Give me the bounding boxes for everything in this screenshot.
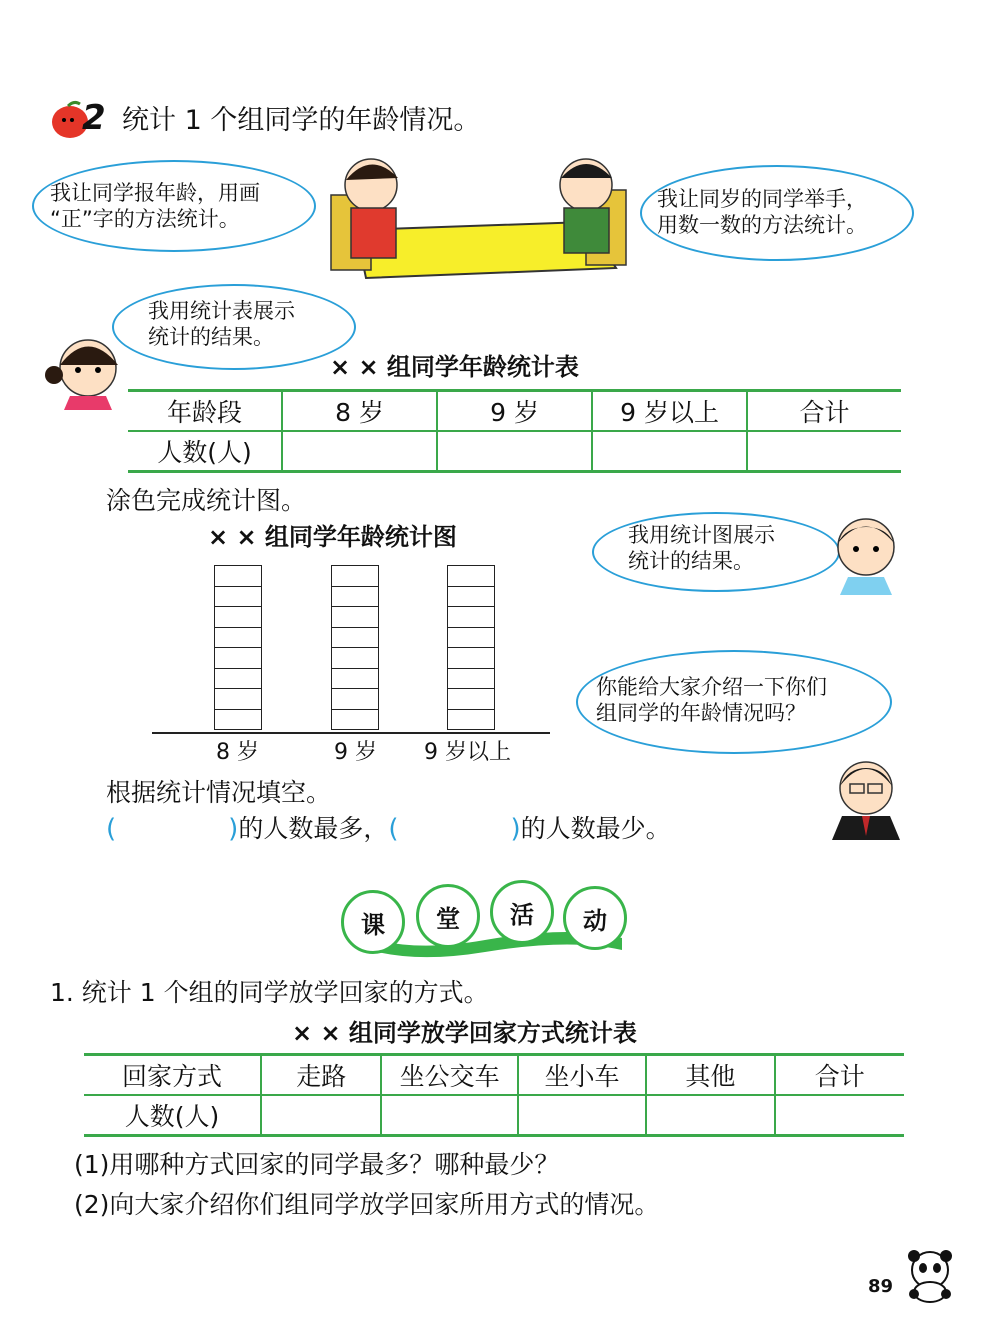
- chart-bar-cell[interactable]: [332, 628, 378, 649]
- section-number-badge: [48, 100, 108, 142]
- open-paren: (: [388, 814, 399, 844]
- table-header-cell: 9 岁以上: [592, 391, 747, 432]
- task1-question-2: (2)向大家介绍你们组同学放学回家所用方式的情况。: [74, 1190, 660, 1219]
- chart-bar-cell[interactable]: [215, 628, 261, 649]
- chart-bar-cell[interactable]: [448, 566, 494, 587]
- table-header-cell: 8 岁: [282, 391, 437, 432]
- task1-table-title: × × 组同学放学回家方式统计表: [292, 1019, 637, 1047]
- commute-stat-table: [84, 1053, 904, 1137]
- close-paren: ): [228, 814, 239, 844]
- chart-bar-column[interactable]: [214, 565, 262, 730]
- table-row-label: 人数(人): [84, 1095, 261, 1136]
- chart-bar-cell[interactable]: [448, 607, 494, 628]
- blank-text-least: 的人数最少。: [520, 814, 671, 843]
- chart-bar-cell[interactable]: [215, 710, 261, 731]
- bubble-text: 我用统计表展示: [148, 299, 295, 323]
- chart-bar-cell[interactable]: [448, 648, 494, 669]
- table-header-cell: 坐公交车: [381, 1055, 517, 1096]
- table-header-cell: 走路: [261, 1055, 382, 1096]
- activity-badge: 课: [341, 890, 405, 954]
- chart-bar-cell[interactable]: [215, 648, 261, 669]
- teacher-avatar: [822, 752, 910, 840]
- chart-category-label: 9 岁: [334, 740, 377, 765]
- panda-icon: [900, 1244, 960, 1304]
- chart-bar-cell[interactable]: [448, 669, 494, 690]
- chart-bar-cell[interactable]: [448, 710, 494, 731]
- task1-question-1: (1)用哪种方式回家的同学最多？哪种最少？: [74, 1150, 560, 1179]
- bubble-text: 我用统计图展示: [628, 523, 775, 547]
- chart-bar-cell[interactable]: [332, 669, 378, 690]
- bubble-text: 统计的结果。: [628, 549, 754, 573]
- table-header-cell: 回家方式: [84, 1055, 261, 1096]
- chart-bar-column[interactable]: [331, 565, 379, 730]
- chart-category-label: 8 岁: [216, 740, 259, 765]
- blank-text-most: 的人数最多，: [238, 814, 389, 843]
- kids-at-table-illustration: [316, 150, 636, 280]
- table-header-cell: 9 岁: [437, 391, 592, 432]
- table-header-cell: 坐小车: [518, 1055, 646, 1096]
- bubble-text: 你能给大家介绍一下你们: [596, 675, 827, 699]
- section-number: 2: [82, 98, 106, 138]
- chart-bar-cell[interactable]: [215, 587, 261, 608]
- chart-bar-cell[interactable]: [215, 607, 261, 628]
- table-header-cell: 合计: [747, 391, 901, 432]
- chart-baseline: [152, 732, 550, 734]
- table-blank-cell[interactable]: [282, 431, 437, 472]
- chart-bar-column[interactable]: [447, 565, 495, 730]
- age-chart-title: × × 组同学年龄统计图: [208, 523, 457, 551]
- open-paren: (: [106, 814, 117, 844]
- table-header-cell: 其他: [646, 1055, 774, 1096]
- chart-category-label: 9 岁以上: [424, 740, 511, 765]
- table-blank-cell[interactable]: [261, 1095, 382, 1136]
- chart-bar-cell[interactable]: [215, 566, 261, 587]
- page-number: 89: [868, 1276, 894, 1297]
- table-row-label: 人数(人): [128, 431, 282, 472]
- chart-bar-cell[interactable]: [448, 689, 494, 710]
- table-blank-cell[interactable]: [381, 1095, 517, 1136]
- table-header-cell: 年龄段: [128, 391, 282, 432]
- close-paren: ): [510, 814, 521, 844]
- chart-bar-cell[interactable]: [332, 607, 378, 628]
- chart-bar-cell[interactable]: [448, 587, 494, 608]
- chart-bar-cell[interactable]: [332, 587, 378, 608]
- table-blank-cell[interactable]: [518, 1095, 646, 1136]
- fill-blank-line: [106, 814, 671, 844]
- bubble-text: 我让同岁的同学举手，: [657, 187, 867, 211]
- boy-avatar: [826, 505, 906, 595]
- chart-bar-cell[interactable]: [332, 710, 378, 731]
- table-blank-cell[interactable]: [775, 1095, 904, 1136]
- bubble-text: 我让同学报年龄，用画: [50, 181, 260, 205]
- chart-bar-cell[interactable]: [332, 566, 378, 587]
- girl-avatar: [40, 330, 130, 410]
- table-blank-cell[interactable]: [592, 431, 747, 472]
- bubble-text: “正”字的方法统计。: [50, 207, 240, 231]
- table-blank-cell[interactable]: [437, 431, 592, 472]
- table-blank-cell[interactable]: [646, 1095, 774, 1136]
- table-blank-cell[interactable]: [747, 431, 901, 472]
- section-title: 统计 1 个组同学的年龄情况。: [122, 105, 481, 136]
- activity-badge: 活: [490, 880, 554, 944]
- bubble-text: 用数一数的方法统计。: [657, 213, 867, 237]
- chart-bar-cell[interactable]: [448, 628, 494, 649]
- activity-badge: 动: [563, 886, 627, 950]
- chart-bar-cell[interactable]: [215, 669, 261, 690]
- task1-title: 1. 统计 1 个组的同学放学回家的方式。: [50, 978, 489, 1007]
- age-stat-table: [128, 389, 901, 473]
- bubble-text: 组同学的年龄情况吗？: [596, 701, 806, 725]
- age-table-title: × × 组同学年龄统计表: [330, 353, 579, 381]
- color-instruction: 涂色完成统计图。: [106, 486, 307, 515]
- bubble-text: 统计的结果。: [148, 325, 274, 349]
- table-header-cell: 合计: [775, 1055, 904, 1096]
- chart-bar-cell[interactable]: [332, 648, 378, 669]
- activity-badge: 堂: [416, 884, 480, 948]
- fill-instruction: 根据统计情况填空。: [106, 778, 332, 807]
- chart-bar-cell[interactable]: [332, 689, 378, 710]
- chart-bar-cell[interactable]: [215, 689, 261, 710]
